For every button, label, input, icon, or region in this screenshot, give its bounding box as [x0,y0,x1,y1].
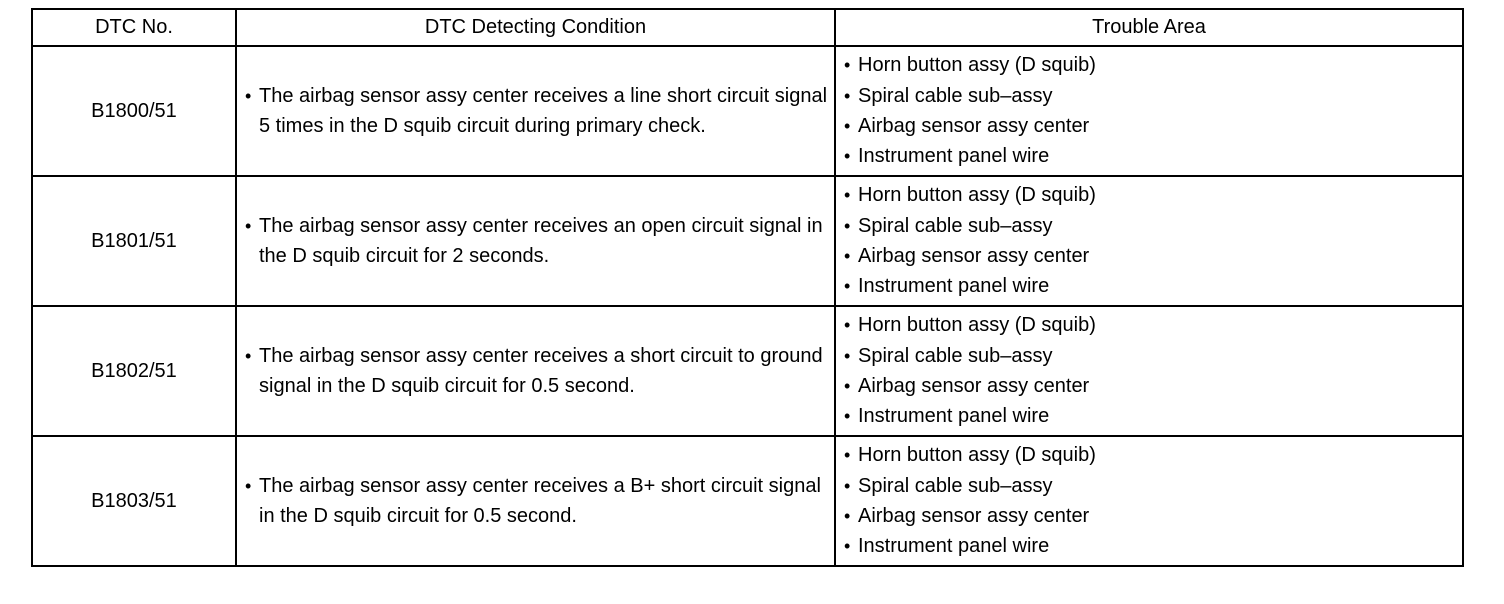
bullet-icon: • [844,445,851,466]
bullet-icon: • [844,85,851,106]
trouble-area-item: Spiral cable sub–assy [858,344,1053,367]
bullet-icon: • [844,376,851,396]
bullet-icon: • [844,315,851,336]
header-condition: DTC Detecting Condition [236,9,835,46]
list-item [844,241,1462,271]
trouble-area-item: Spiral cable sub–assy [858,214,1053,237]
trouble-area-item: Spiral cable sub–assy [858,474,1053,497]
list-item [844,81,1462,111]
trouble-area-item: Instrument panel wire [858,275,1050,298]
condition-text: The airbag sensor assy center receives an open circuit signal in the D squib circuit for 2 seconds. [259,214,823,267]
dtc-code: B1802/51 [32,306,236,436]
trouble-area-item: Horn button assy (D squib) [858,184,1096,207]
trouble-area-item: Airbag sensor assy center [858,245,1090,267]
trouble-area-item: Horn button assy (D squib) [858,54,1096,77]
trouble-area-item: Horn button assy (D squib) [858,314,1096,337]
condition-text: The airbag sensor assy center receives a short circuit to ground signal in the D squib circuit for 0.5 second. [259,344,823,397]
bullet-icon: • [245,475,252,496]
header-trouble-area: Trouble Area [835,9,1463,46]
bullet-icon: • [844,345,851,366]
dtc-code: B1801/51 [32,176,236,306]
bullet-icon: • [844,536,851,557]
bullet-icon: • [844,276,851,297]
list-item [844,531,1462,561]
trouble-area-item: Instrument panel wire [858,535,1050,558]
dtc-table [31,8,1464,567]
bullet-icon: • [844,406,851,427]
list-item [844,440,1462,470]
list-item [844,211,1462,241]
trouble-area-item: Spiral cable sub–assy [858,84,1053,107]
condition-cell [236,176,835,306]
header-dtc-no: DTC No. [32,9,236,46]
bullet-icon: • [844,475,851,496]
trouble-area-cell [835,306,1463,436]
bullet-icon: • [844,215,851,236]
bullet-icon: • [245,85,252,106]
dtc-code: B1800/51 [32,46,236,176]
trouble-area-cell [835,176,1463,306]
table-row [32,46,1463,176]
bullet-icon: • [844,116,851,136]
bullet-icon: • [844,146,851,167]
bullet-icon: • [844,55,851,76]
bullet-icon: • [844,246,851,266]
list-item [844,341,1462,371]
table-row [32,306,1463,436]
table-row [32,436,1463,566]
trouble-area-item: Airbag sensor assy center [858,505,1090,527]
trouble-area-item: Instrument panel wire [858,145,1050,168]
condition-cell [236,436,835,566]
list-item [844,271,1462,301]
list-item [844,501,1462,531]
trouble-area-item: Horn button assy (D squib) [858,444,1096,467]
condition-text: The airbag sensor assy center receives a line short circuit signal 5 times in the D squib circuit during primary check. [259,84,828,137]
table-row [32,176,1463,306]
condition-text: The airbag sensor assy center receives a B+ short circuit signal in the D squib circuit for 0.5 second. [259,474,821,527]
list-item [844,50,1462,80]
list-item [844,401,1462,431]
condition-cell [236,306,835,436]
list-item [844,310,1462,340]
bullet-icon: • [844,185,851,206]
bullet-icon: • [245,345,252,366]
trouble-area-item: Airbag sensor assy center [858,375,1090,397]
bullet-icon: • [245,215,252,236]
trouble-area-cell [835,436,1463,566]
list-item [844,471,1462,501]
trouble-area-cell [835,46,1463,176]
list-item [844,371,1462,401]
bullet-icon: • [844,506,851,526]
list-item [844,111,1462,141]
list-item [844,141,1462,171]
trouble-area-item: Instrument panel wire [858,405,1050,428]
header-row [32,9,1463,46]
condition-cell [236,46,835,176]
dtc-code: B1803/51 [32,436,236,566]
list-item [844,180,1462,210]
trouble-area-item: Airbag sensor assy center [858,115,1090,137]
